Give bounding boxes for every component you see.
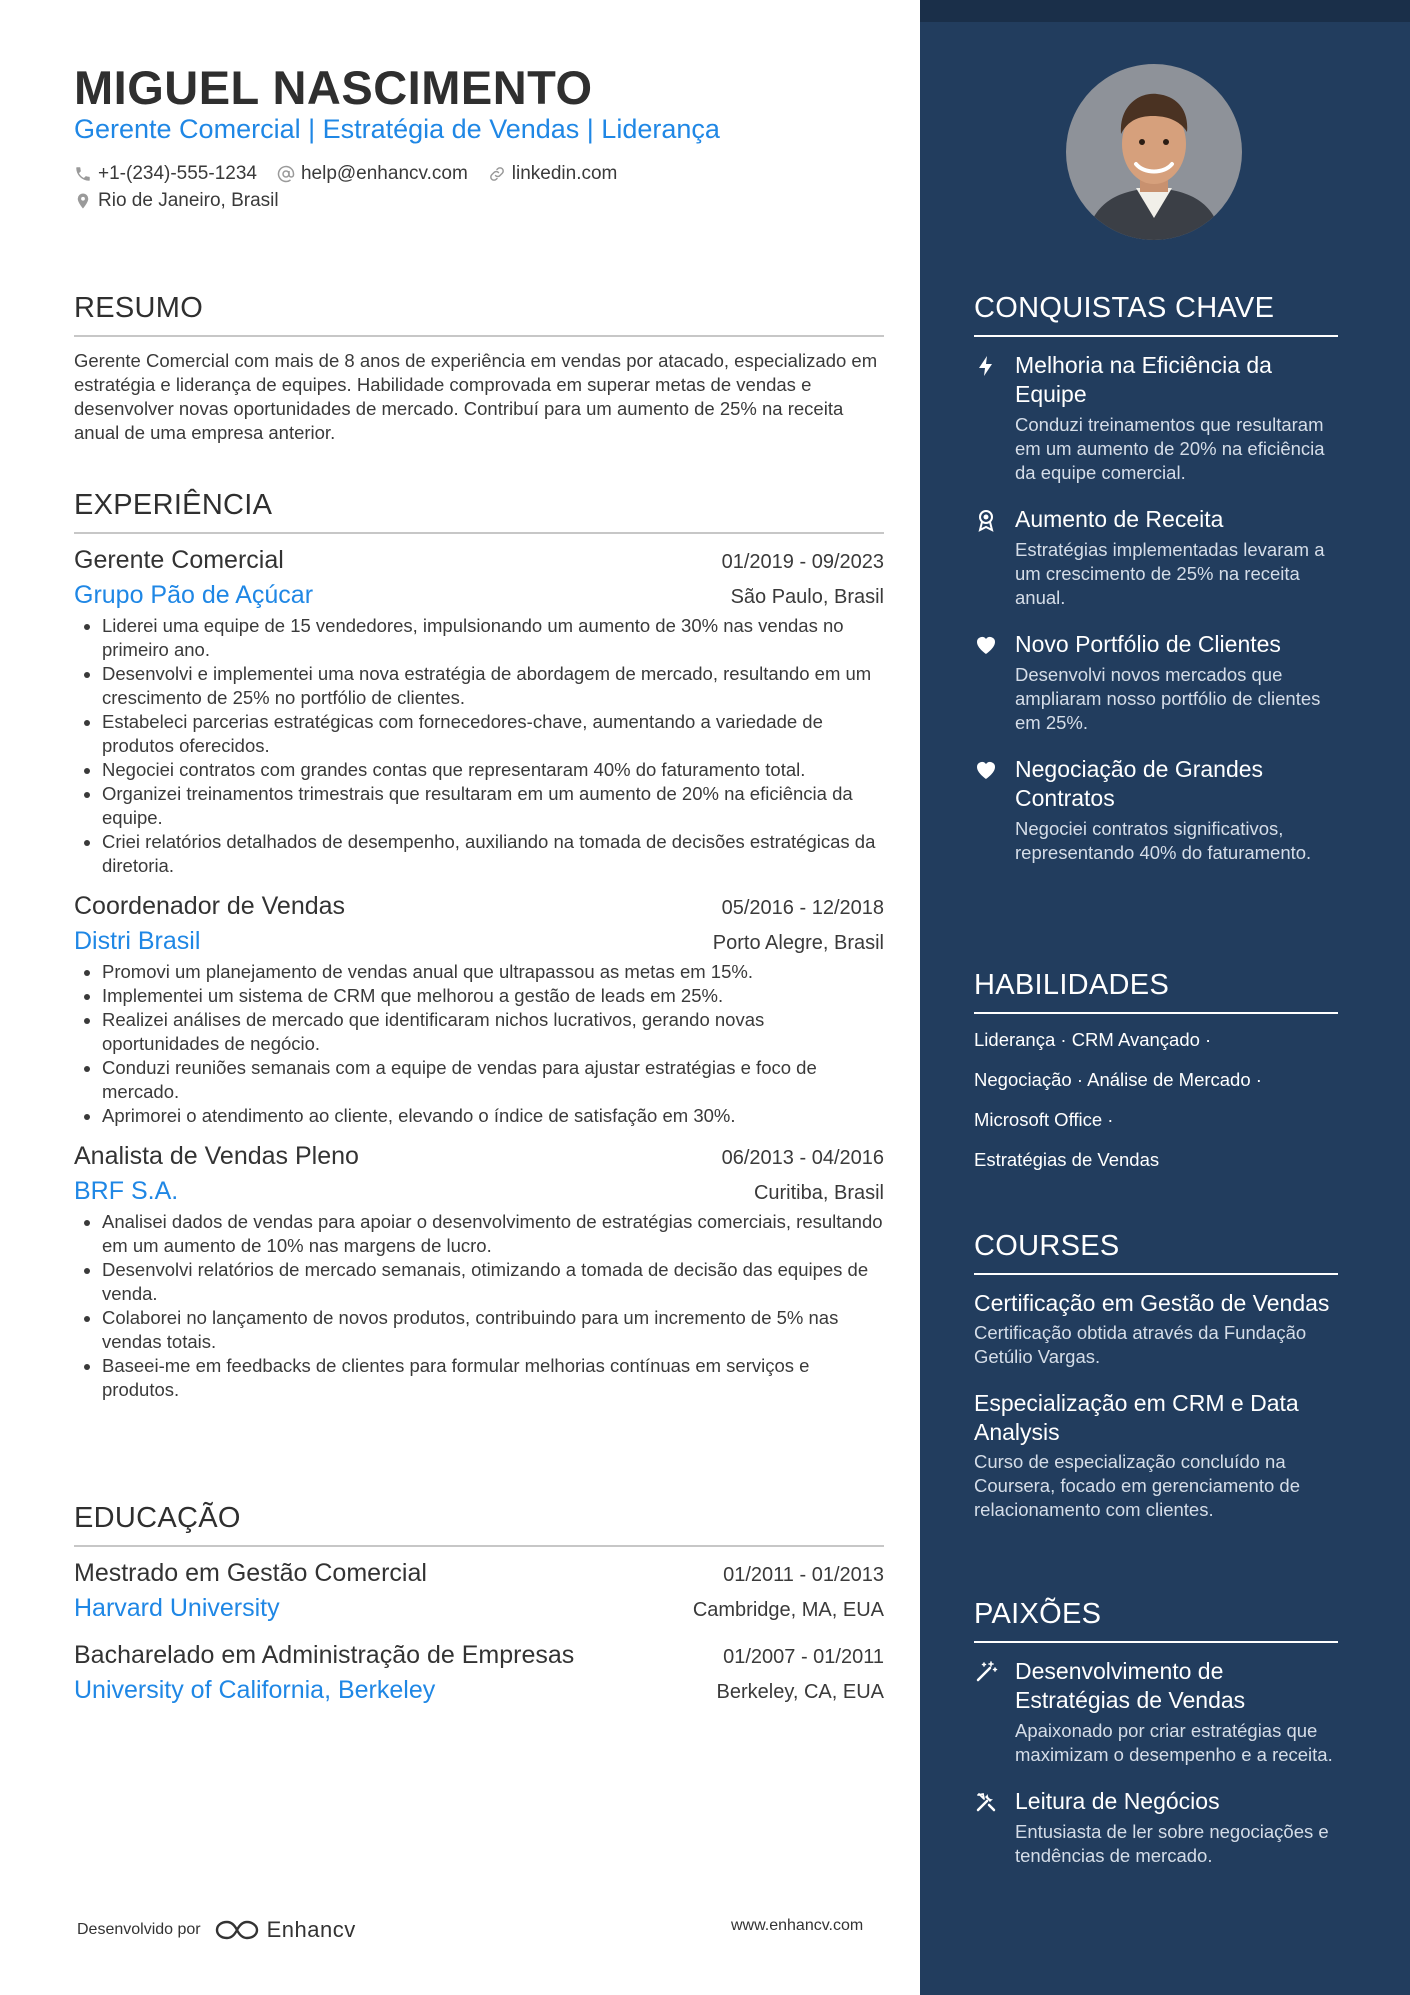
contact-location-row: [74, 190, 299, 212]
experience-title: EXPERIÊNCIA: [74, 489, 884, 534]
degree: Bacharelado em Administração de Empresas: [74, 1641, 575, 1669]
achievement-title: Negociação de Grandes Contratos: [1015, 756, 1264, 811]
phone-icon: [74, 165, 92, 183]
passions-title: PAIXÕES: [974, 1598, 1338, 1643]
brand-name: Enhancv: [266, 1917, 356, 1942]
resume-sidebar: [920, 0, 1410, 1995]
job-role: Gerente Comercial: [74, 546, 284, 574]
heart-icon: [974, 633, 998, 657]
achievement-title: Melhoria na Eficiência da Equipe: [1015, 352, 1272, 407]
contact-linkedin[interactable]: [488, 163, 618, 185]
contact-phone[interactable]: [74, 163, 257, 185]
bullet: • Criei relatórios detalhados de desempenho, auxiliando na tomada de decisões estratégicas da diretoria.: [102, 830, 884, 878]
achievement-item: [974, 755, 1338, 865]
passion-item: [974, 1787, 1338, 1868]
bullet: • Implementei um sistema de CRM que melhorou a gestão de leads em 25%.: [102, 984, 884, 1008]
skill-row: Microsoft Office ·: [974, 1109, 1114, 1130]
enhancv-logo-icon: [213, 1917, 261, 1943]
bullet: • Desenvolvi e implementei uma nova estratégia de abordagem de mercado, resultando em um crescimento de 25% no portfólio de clientes.: [102, 662, 884, 710]
link-icon: [488, 165, 506, 183]
passion-item: [974, 1657, 1338, 1767]
skills-section: [974, 969, 1338, 1188]
passion-title: Leitura de Negócios: [1015, 1788, 1220, 1814]
education-dates: 01/2011 - 01/2013: [723, 1564, 884, 1586]
passions-section: [974, 1598, 1338, 1888]
achievement-item: [974, 505, 1338, 610]
achievement-desc: Estratégias implementadas levaram a um crescimento de 25% na receita anual.: [1015, 539, 1325, 608]
course-desc: Certificação obtida através da Fundação Getúlio Vargas.: [974, 1322, 1307, 1367]
course-desc: Curso de especialização concluído na Coursera, focado em gerenciamento de relacionamento com clientes.: [974, 1451, 1300, 1520]
contact-email[interactable]: [277, 163, 468, 185]
job-company[interactable]: Distri Brasil: [74, 927, 201, 955]
location-pin-icon: [74, 192, 92, 210]
education-location: Berkeley, CA, EUA: [716, 1681, 884, 1703]
courses-section: [974, 1230, 1338, 1542]
job-bullets: [74, 960, 884, 1128]
summary-title: RESUMO: [74, 292, 884, 337]
school[interactable]: University of California, Berkeley: [74, 1676, 436, 1704]
job-dates: 06/2013 - 04/2016: [721, 1147, 884, 1169]
courses-title: COURSES: [974, 1230, 1338, 1275]
school[interactable]: Harvard University: [74, 1594, 280, 1622]
at-icon: [277, 165, 295, 183]
tools-icon: [974, 1790, 998, 1814]
job-location: São Paulo, Brasil: [730, 586, 884, 608]
degree: Mestrado em Gestão Comercial: [74, 1559, 427, 1587]
magic-wand-icon: [974, 1660, 998, 1684]
summary-text: Gerente Comercial com mais de 8 anos de experiência em vendas por atacado, especializado em estratégia e liderança de equipes. Habilidade comprovada em superar metas de vendas e desenvolver novas oportunidades de mercado. Contribuí para um aumento de 25% na receita anual de uma empresa anterior.: [74, 350, 878, 443]
achievement-item: [974, 351, 1338, 485]
bullet: • Conduzi reuniões semanais com a equipe de vendas para ajustar estratégias e foco de mercado.: [102, 1056, 884, 1104]
achievements-section: [974, 292, 1338, 885]
bullet: • Desenvolvi relatórios de mercado semanais, otimizando a tomada de decisão das equipes de venda.: [102, 1258, 884, 1306]
linkedin-text: linkedin.com: [511, 163, 618, 184]
bullet: • Realizei análises de mercado que identificaram nichos lucrativos, gerando novas oportunidades de negócio.: [102, 1008, 884, 1056]
summary-section: [74, 292, 884, 445]
job-role: Analista de Vendas Pleno: [74, 1142, 359, 1170]
skill-row: Negociação · Análise de Mercado ·: [974, 1069, 1262, 1090]
footer-website[interactable]: www.enhancv.com: [731, 1917, 864, 1934]
course-item: [974, 1289, 1338, 1369]
achievement-desc: Conduzi treinamentos que resultaram em um aumento de 20% na eficiência da equipe comercial.: [1015, 414, 1325, 483]
bullet: • Liderei uma equipe de 15 vendedores, impulsionando um aumento de 30% nas vendas no primeiro ano.: [102, 614, 884, 662]
bullet: • Baseei-me em feedbacks de clientes para formular melhorias contínuas em serviços e produtos.: [102, 1354, 884, 1402]
course-title: Especialização em CRM e Data Analysis: [974, 1390, 1299, 1445]
education-title: EDUCAÇÃO: [74, 1502, 884, 1547]
bullet: • Analisei dados de vendas para apoiar o desenvolvimento de estratégias comerciais, resultando em um aumento de 10% nas margens de lucro.: [102, 1210, 884, 1258]
achievement-title: Novo Portfólio de Clientes: [1015, 631, 1281, 657]
skills-title: HABILIDADES: [974, 969, 1338, 1014]
candidate-name: MIGUEL NASCIMENTO: [74, 61, 593, 114]
contact-location: [74, 190, 279, 212]
achievement-item: [974, 630, 1338, 735]
avatar: [1066, 64, 1242, 240]
skill-row: Liderança · CRM Avançado ·: [974, 1029, 1212, 1050]
achievement-desc: Desenvolvi novos mercados que ampliaram nosso portfólio de clientes em 25%.: [1015, 664, 1321, 733]
job-role: Coordenador de Vendas: [74, 892, 346, 920]
achievement-title: Aumento de Receita: [1015, 506, 1224, 532]
education-dates: 01/2007 - 01/2011: [723, 1646, 884, 1668]
job-dates: 01/2019 - 09/2023: [721, 551, 884, 573]
bullet: • Negociei contratos com grandes contas que representaram 40% do faturamento total.: [102, 758, 884, 782]
contact-row: [74, 163, 637, 185]
bullet: • Estabeleci parcerias estratégicas com fornecedores-chave, aumentando a variedade de produtos oferecidos.: [102, 710, 884, 758]
powered-by-text: Desenvolvido por: [77, 1921, 201, 1938]
heart-icon: [974, 758, 998, 782]
passion-title: Desenvolvimento de Estratégias de Vendas: [1015, 1658, 1246, 1713]
bullet: • Promovi um planejamento de vendas anual que ultrapassou as metas em 15%.: [102, 960, 884, 984]
passion-desc: Apaixonado por criar estratégias que maximizam o desempenho e a receita.: [1015, 1720, 1333, 1765]
job-bullets: [74, 1210, 884, 1402]
course-item: [974, 1389, 1338, 1522]
sidebar-top-bar: [920, 0, 1410, 22]
candidate-headline: Gerente Comercial | Estratégia de Vendas | Liderança: [74, 114, 720, 144]
bullet: • Colaborei no lançamento de novos produtos, contribuindo para um incremento de 5% nas vendas totais.: [102, 1306, 884, 1354]
job-company[interactable]: Grupo Pão de Açúcar: [74, 581, 314, 609]
passion-desc: Entusiasta de ler sobre negociações e tendências de mercado.: [1015, 1821, 1329, 1866]
education-entry: [74, 1641, 884, 1705]
job-location: Porto Alegre, Brasil: [712, 932, 884, 954]
bullet: • Organizei treinamentos trimestrais que resultaram em um aumento de 20% na eficiência da equipe.: [102, 782, 884, 830]
education-section: [74, 1502, 884, 1723]
job-entry: [74, 892, 884, 1128]
location-text: Rio de Janeiro, Brasil: [98, 190, 279, 211]
education-entry: [74, 1559, 884, 1623]
job-bullets: [74, 614, 884, 878]
bullet: • Aprimorei o atendimento ao cliente, elevando o índice de satisfação em 30%.: [102, 1104, 884, 1128]
achievement-desc: Negociei contratos significativos, representando 40% do faturamento.: [1015, 818, 1312, 863]
course-title: Certificação em Gestão de Vendas: [974, 1290, 1330, 1316]
footer-branding: [77, 1917, 356, 1943]
skills-list: [974, 1028, 1338, 1188]
email-text: help@enhancv.com: [300, 163, 468, 184]
achievements-title: CONQUISTAS CHAVE: [974, 292, 1338, 337]
award-icon: [974, 508, 998, 532]
job-location: Curitiba, Brasil: [753, 1182, 884, 1204]
job-entry: [74, 1142, 884, 1402]
phone-text: +1-(234)-555-1234: [98, 163, 257, 184]
lightning-icon: [974, 354, 998, 378]
skill-row: Estratégias de Vendas: [974, 1149, 1160, 1170]
education-location: Cambridge, MA, EUA: [692, 1599, 884, 1621]
experience-section: [74, 489, 884, 1416]
job-company[interactable]: BRF S.A.: [74, 1177, 179, 1205]
job-dates: 05/2016 - 12/2018: [721, 897, 884, 919]
job-entry: [74, 546, 884, 878]
